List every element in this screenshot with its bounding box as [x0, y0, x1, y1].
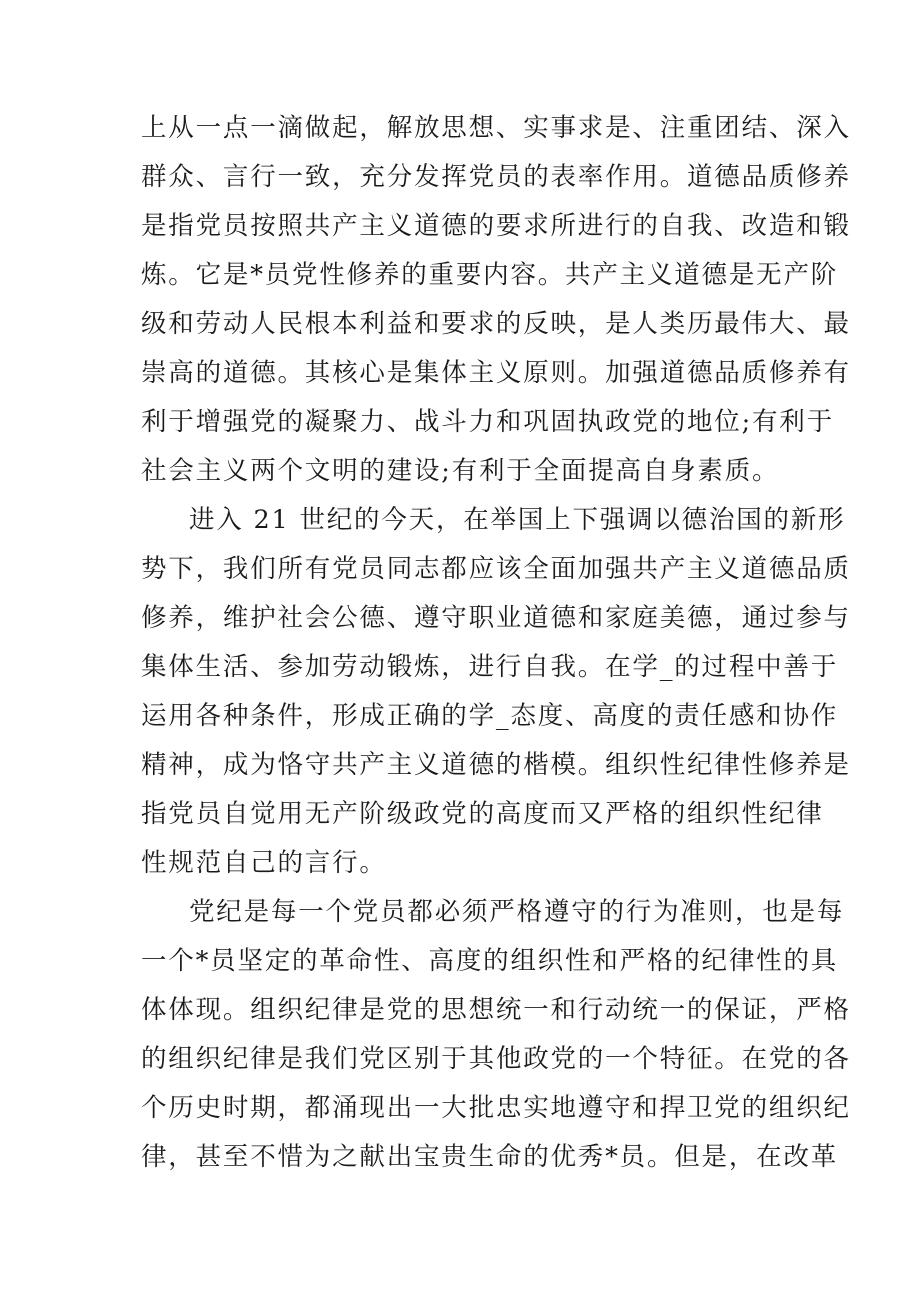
text-line: 指党员自觉用无产阶级政党的高度而又严格的组织性纪律	[141, 799, 824, 829]
text-line: 上从一点一滴做起，解放思想、实事求是、注重团结、深入	[141, 113, 851, 143]
text-line-last: 性规范自己的言行。	[141, 848, 387, 878]
text-line: 群众、言行一致，充分发挥党员的表率作用。道德品质修养	[141, 162, 851, 192]
text-line: 个历史时期，都涌现出一大批忠实地遵守和捍卫党的组织纪	[141, 1093, 851, 1123]
text-line-last: 社会主义两个文明的建设;有利于全面提高自身素质。	[141, 456, 780, 486]
text-line-first: 党纪是每一个党员都必须严格遵守的行为准则，也是每	[189, 897, 845, 927]
paragraph-3	[141, 888, 851, 1182]
text-line: 运用各种条件，形成正确的学_态度、高度的责任感和协作	[141, 701, 839, 731]
document-body	[141, 104, 851, 1182]
text-line-first: 进入 21 世纪的今天，在举国上下强调以德治国的新形	[189, 505, 846, 535]
paragraph-2	[141, 496, 851, 888]
text-line: 利于增强党的凝聚力、战斗力和巩固执政党的地位;有利于	[141, 407, 834, 437]
text-line: 修养，维护社会公德、遵守职业道德和家庭美德，通过参与	[141, 603, 851, 633]
text-line: 体体现。组织纪律是党的思想统一和行动统一的保证，严格	[141, 995, 851, 1025]
text-line: 炼。它是*员党性修养的重要内容。共产主义道德是无产阶	[141, 260, 839, 290]
text-line: 势下，我们所有党员同志都应该全面加强共产主义道德品质	[141, 554, 851, 584]
text-line: 级和劳动人民根本利益和要求的反映，是人类历最伟大、最	[141, 309, 851, 339]
text-line: 一个*员坚定的革命性、高度的组织性和严格的纪律性的具	[141, 946, 839, 976]
text-line: 精神，成为恪守共产主义道德的楷模。组织性纪律性修养是	[141, 750, 851, 780]
paragraph-1	[141, 104, 851, 496]
text-line: 崇高的道德。其核心是集体主义原则。加强道德品质修养有	[141, 358, 851, 388]
text-line: 集体生活、参加劳动锻炼，进行自我。在学_的过程中善于	[141, 652, 839, 682]
text-line: 律，甚至不惜为之献出宝贵生命的优秀*员。但是，在改革	[141, 1142, 839, 1172]
text-line: 的组织纪律是我们党区别于其他政党的一个特征。在党的各	[141, 1044, 851, 1074]
text-line: 是指党员按照共产主义道德的要求所进行的自我、改造和锻	[141, 211, 851, 241]
